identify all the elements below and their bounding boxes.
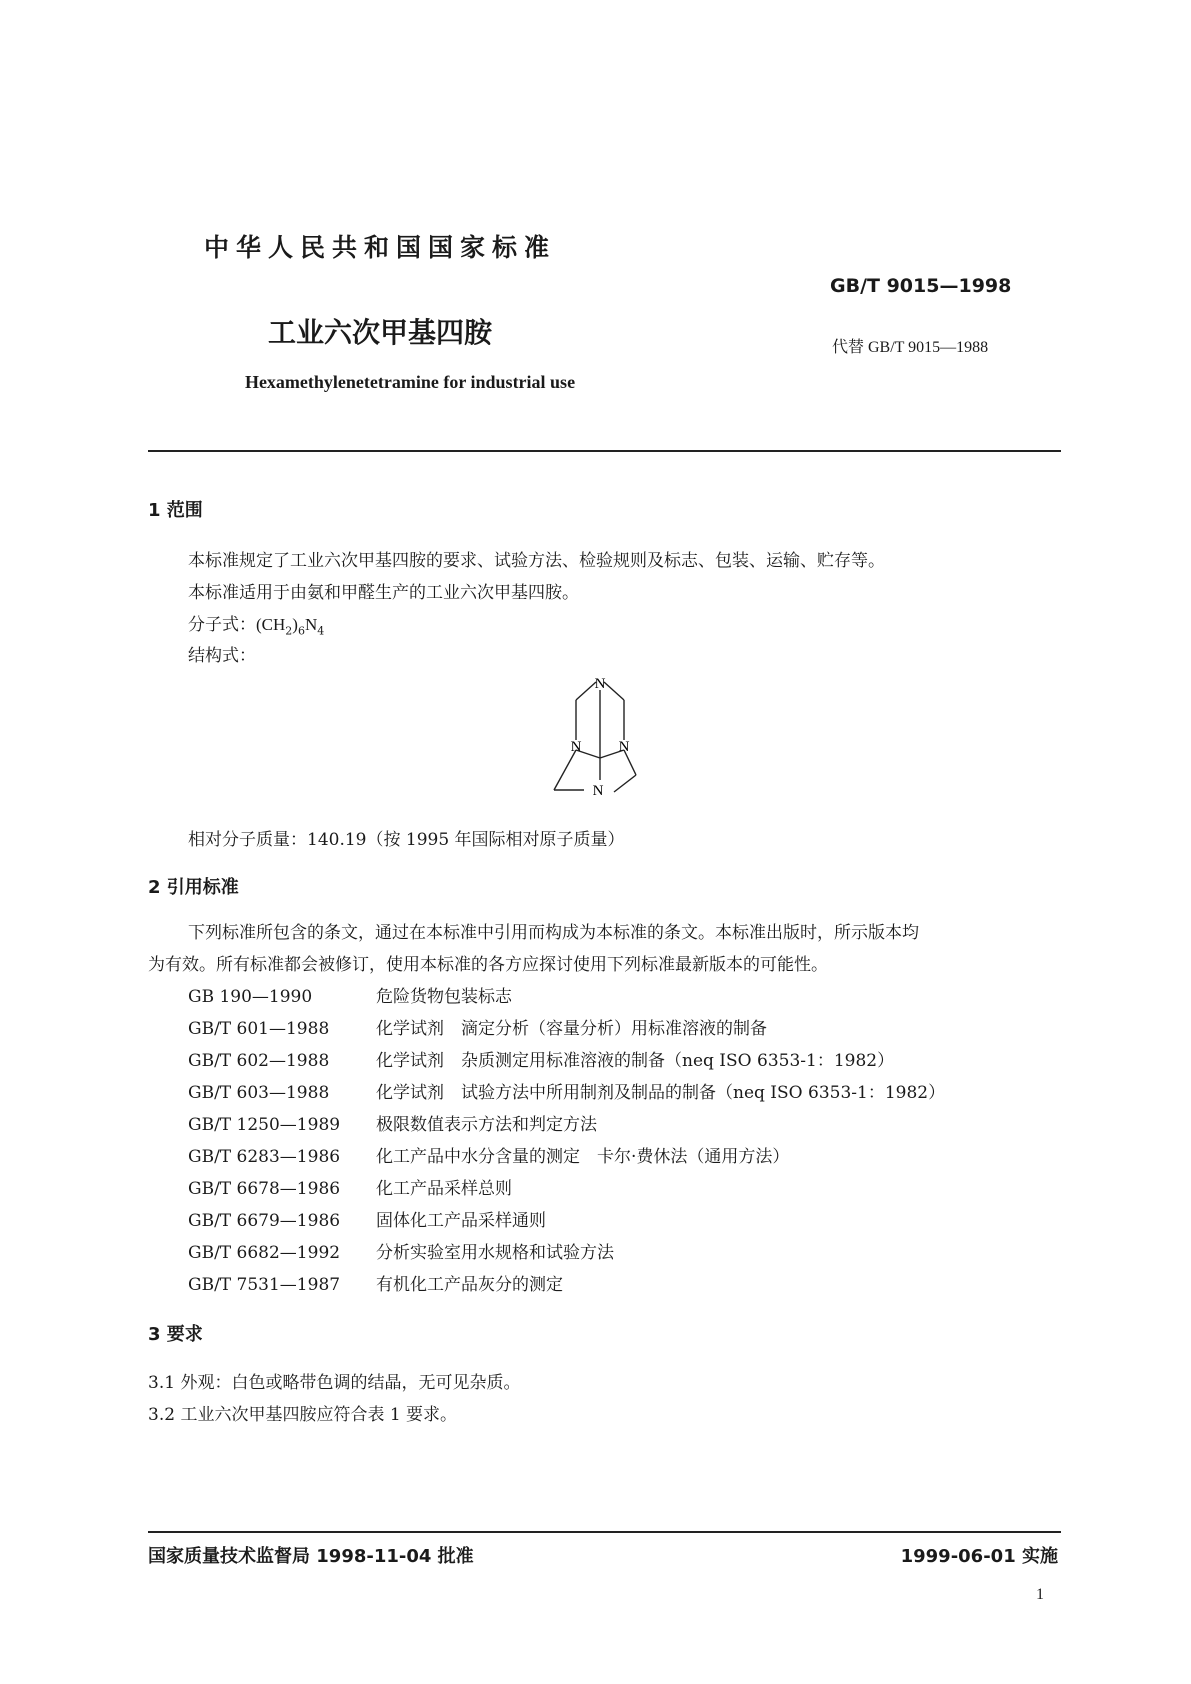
nitrogen-atom-left: N — [570, 739, 582, 755]
scope-paragraph-1: 本标准规定了工业六次甲基四胺的要求、试验方法、检验规则及标志、包装、运输、贮存等。 — [188, 551, 885, 571]
section-1-heading: 1 范围 — [148, 500, 203, 521]
reference-code: GB 190—1990 — [188, 987, 313, 1007]
reference-code: GB/T 6678—1986 — [188, 1179, 341, 1199]
reference-item — [188, 1046, 894, 1071]
reference-item — [188, 1174, 512, 1199]
title-chinese: 工业六次甲基四胺 — [267, 316, 492, 349]
formula-label: 分子式： — [188, 615, 256, 635]
reference-title: 极限数值表示方法和判定方法 — [376, 1115, 597, 1135]
references-intro-line-2: 为有效。所有标准都会被修订，使用本标准的各方应探讨使用下列标准最新版本的可能性。 — [148, 955, 828, 975]
molecular-formula — [188, 610, 324, 637]
scope-paragraph-2: 本标准适用于由氨和甲醛生产的工业六次甲基四胺。 — [188, 583, 579, 603]
section-2-heading: 2 引用标准 — [148, 877, 239, 898]
reference-title: 化学试剂 杂质测定用标准溶液的制备（neq ISO 6353-1：1982） — [376, 1051, 895, 1071]
reference-code: GB/T 602—1988 — [188, 1051, 330, 1071]
section-3-heading: 3 要求 — [148, 1324, 203, 1345]
reference-title: 危险货物包装标志 — [376, 987, 512, 1007]
structure-label: 结构式： — [188, 646, 256, 666]
effective-date: 1999-06-01 实施 — [900, 1546, 1058, 1567]
standard-code: GB/T 9015—1998 — [830, 275, 1012, 297]
reference-code: GB/T 1250—1989 — [188, 1115, 341, 1135]
bond-lines — [554, 682, 636, 792]
formula-subscript: 4 — [317, 624, 325, 638]
reference-item — [188, 1206, 546, 1231]
reference-title: 分析实验室用水规格和试验方法 — [376, 1243, 614, 1263]
reference-title: 固体化工产品采样通则 — [376, 1211, 546, 1231]
reference-item — [188, 1142, 789, 1167]
formula-part: N — [304, 615, 318, 634]
reference-item — [188, 1270, 563, 1295]
formula-subscript: 6 — [297, 624, 305, 638]
page-number: 1 — [1036, 1586, 1044, 1603]
title-english: Hexamethylenetetramine for industrial use — [244, 372, 576, 392]
nitrogen-atom-right: N — [618, 739, 630, 755]
structural-formula-diagram — [540, 660, 690, 810]
reference-code: GB/T 6682—1992 — [188, 1243, 341, 1263]
footer-rule — [148, 1531, 1061, 1533]
nitrogen-atom-bottom: N — [592, 783, 604, 799]
replaces-standard: 代替 GB/T 9015—1988 — [832, 339, 989, 356]
national-standard-heading: 中华人民共和国国家标准 — [203, 233, 556, 262]
reference-title: 化工产品采样总则 — [376, 1179, 512, 1199]
formula-subscript: 2 — [285, 624, 293, 638]
reference-code: GB/T 6283—1986 — [188, 1147, 341, 1167]
reference-item — [188, 1110, 597, 1135]
reference-code: GB/T 6679—1986 — [188, 1211, 341, 1231]
reference-code: GB/T 603—1988 — [188, 1083, 330, 1103]
reference-code: GB/T 7531—1987 — [188, 1275, 341, 1295]
reference-title: 有机化工产品灰分的测定 — [376, 1275, 563, 1295]
formula-part: (CH — [256, 615, 286, 634]
reference-item — [188, 1014, 767, 1039]
nitrogen-atom-top: N — [594, 676, 606, 692]
approval-date: 国家质量技术监督局 1998-11-04 批准 — [148, 1546, 474, 1567]
reference-title: 化学试剂 试验方法中所用制剂及制品的制备（neq ISO 6353-1：1982） — [376, 1083, 946, 1103]
formula-part: ) — [292, 615, 298, 634]
reference-item — [188, 982, 512, 1007]
requirement-3-2: 3.2 工业六次甲基四胺应符合表 1 要求。 — [148, 1405, 458, 1425]
references-intro-line-1: 下列标准所包含的条文，通过在本标准中引用而构成为本标准的条文。本标准出版时，所示版本均 — [188, 923, 919, 943]
reference-title: 化学试剂 滴定分析（容量分析）用标准溶液的制备 — [376, 1019, 767, 1039]
reference-item — [188, 1078, 945, 1103]
requirement-3-1: 3.1 外观：白色或略带色调的结晶，无可见杂质。 — [148, 1373, 521, 1393]
reference-title: 化工产品中水分含量的测定 卡尔·费休法（通用方法） — [376, 1147, 790, 1167]
header-rule — [148, 450, 1061, 452]
reference-code: GB/T 601—1988 — [188, 1019, 330, 1039]
relative-molecular-mass: 相对分子质量：140.19（按 1995 年国际相对原子质量） — [188, 830, 625, 850]
reference-item — [188, 1238, 614, 1263]
